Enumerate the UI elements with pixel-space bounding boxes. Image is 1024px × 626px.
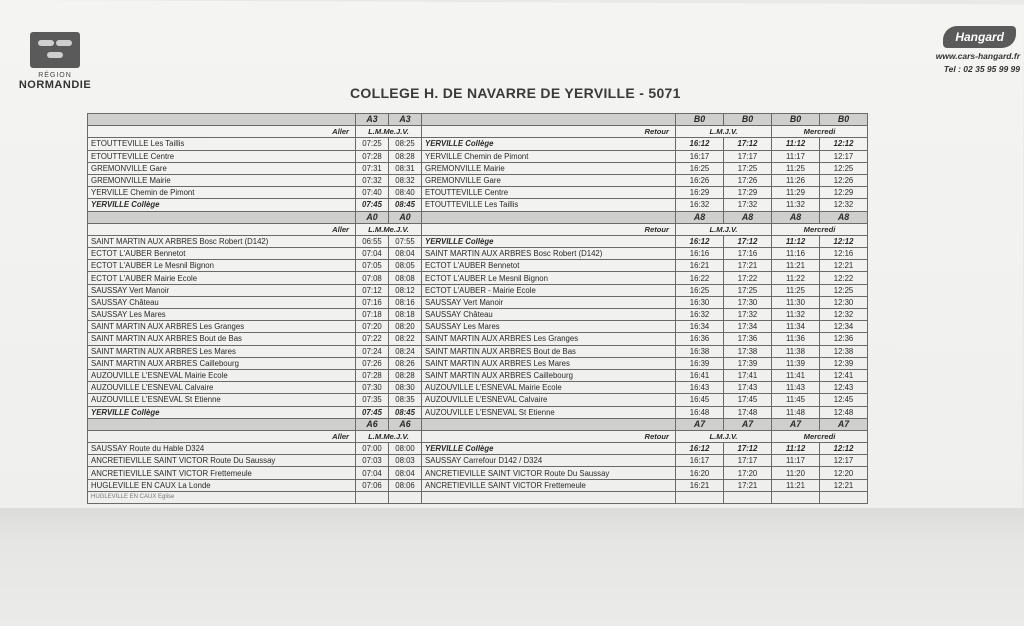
return-time: 17:25 [724,162,772,174]
aller-label: Aller [88,223,356,235]
return-time: 17:30 [724,296,772,308]
outbound-time: 07:40 [356,187,389,199]
outbound-time: 07:03 [356,455,389,467]
ret-days-mercredi-label: Mercredi [772,430,868,442]
return-stop: YERVILLE Chemin de Pimont [422,150,676,162]
return-time: 12:16 [820,248,868,260]
outbound-time: 07:18 [356,309,389,321]
return-time: 11:25 [772,284,820,296]
return-time: 11:43 [772,382,820,394]
background-surface [0,508,1024,626]
outbound-stop: SAUSSAY Route du Hable D324 [88,443,356,455]
ret-days-label: L.M.J.V. [676,223,772,235]
return-time: 12:45 [820,394,868,406]
return-time: 17:16 [724,248,772,260]
return-stop: SAUSSAY Carrefour D142 / D324 [422,455,676,467]
return-time: 17:12 [724,443,772,455]
return-time: 16:38 [676,345,724,357]
return-time: 16:39 [676,357,724,369]
table-row [88,138,868,150]
table-row [88,187,868,199]
out-days-label: L.M.Me.J.V. [356,126,422,138]
section-header-row [88,114,868,126]
blank-cell [676,491,724,503]
return-time: 12:41 [820,369,868,381]
return-stop: GREMONVILLE Mairie [422,162,676,174]
return-time: 12:22 [820,272,868,284]
line-code: A8 [676,211,724,223]
return-time: 17:34 [724,321,772,333]
return-stop: YERVILLE Collège [422,138,676,150]
return-time: 12:21 [820,479,868,491]
out-days-label: L.M.Me.J.V. [356,223,422,235]
outbound-stop: ANCRETIEVILLE SAINT VICTOR Frettemeule [88,467,356,479]
outbound-stop: ECTOT L'AUBER Le Mesnil Bignon [88,260,356,272]
outbound-time: 08:18 [389,309,422,321]
return-time: 12:32 [820,309,868,321]
outbound-stop: YERVILLE Collège [88,406,356,418]
outbound-time: 07:55 [389,235,422,247]
return-time: 16:45 [676,394,724,406]
return-stop: AUZOUVILLE L'ESNEVAL Calvaire [422,394,676,406]
table-row [88,406,868,418]
hangard-logo [920,26,1020,74]
return-stop: SAINT MARTIN AUX ARBRES Bosc Robert (D142) [422,248,676,260]
region-small-label: RÉGION [38,72,72,79]
return-stop: ANCRETIEVILLE SAINT VICTOR Frettemeule [422,479,676,491]
outbound-time: 07:08 [356,272,389,284]
table-row [88,235,868,247]
aller-label: Aller [88,126,356,138]
outbound-time: 08:28 [389,150,422,162]
return-time: 12:48 [820,406,868,418]
return-time: 17:22 [724,272,772,284]
outbound-stop: GREMONVILLE Gare [88,162,356,174]
return-stop: ANCRETIEVILLE SAINT VICTOR Route Du Saussay [422,467,676,479]
return-stop: ETOUTTEVILLE Centre [422,187,676,199]
line-code: A7 [724,418,772,430]
return-time: 11:34 [772,321,820,333]
table-row [88,333,868,345]
line-code: A0 [356,211,389,223]
return-time: 17:41 [724,369,772,381]
aller-label: Aller [88,430,356,442]
line-code: B0 [820,114,868,126]
timetable [87,113,868,504]
blank-cell [356,491,389,503]
return-time: 12:25 [820,162,868,174]
table-row [88,321,868,333]
outbound-time: 08:26 [389,357,422,369]
outbound-time: 08:03 [389,455,422,467]
return-time: 16:12 [676,443,724,455]
header-blank [422,211,676,223]
return-time: 17:17 [724,150,772,162]
return-stop: ECTOT L'AUBER Bennetot [422,260,676,272]
line-code: A7 [820,418,868,430]
line-code: A6 [356,418,389,430]
return-time: 12:29 [820,187,868,199]
table-row [88,272,868,284]
return-time: 16:25 [676,162,724,174]
return-time: 17:20 [724,467,772,479]
brand-name: Hangard [943,26,1016,48]
outbound-stop: SAINT MARTIN AUX ARBRES Caillebourg [88,357,356,369]
blank-cell [422,491,676,503]
table-row [88,467,868,479]
return-stop: YERVILLE Collège [422,443,676,455]
return-time: 17:48 [724,406,772,418]
outbound-stop: SAINT MARTIN AUX ARBRES Bosc Robert (D142) [88,235,356,247]
return-time: 12:12 [820,235,868,247]
outbound-time: 07:16 [356,296,389,308]
return-time: 11:17 [772,150,820,162]
outbound-time: 08:04 [389,248,422,260]
outbound-stop: AUZOUVILLE L'ESNEVAL St Etienne [88,394,356,406]
return-time: 17:32 [724,309,772,321]
return-time: 12:26 [820,174,868,186]
outbound-time: 08:22 [389,333,422,345]
line-code: B0 [676,114,724,126]
section-header-row [88,211,868,223]
return-time: 12:39 [820,357,868,369]
outbound-time: 08:04 [389,467,422,479]
return-time: 17:12 [724,138,772,150]
return-time: 16:32 [676,199,724,211]
website: www.cars-hangard.fr [935,51,1020,61]
return-stop: ETOUTTEVILLE Les Taillis [422,199,676,211]
table-row [88,382,868,394]
return-time: 16:41 [676,369,724,381]
outbound-time: 08:20 [389,321,422,333]
return-time: 11:41 [772,369,820,381]
return-time: 11:45 [772,394,820,406]
blank-cell [724,491,772,503]
table-row [88,296,868,308]
return-time: 17:21 [724,260,772,272]
return-time: 17:29 [724,187,772,199]
return-stop: SAINT MARTIN AUX ARBRES Bout de Bas [422,345,676,357]
outbound-stop: HUGLEVILLE EN CAUX La Londe [88,479,356,491]
return-time: 17:38 [724,345,772,357]
return-time: 12:34 [820,321,868,333]
return-time: 12:17 [820,455,868,467]
return-time: 11:48 [772,406,820,418]
outbound-stop: YERVILLE Collège [88,199,356,211]
line-code: B0 [772,114,820,126]
outbound-time: 08:31 [389,162,422,174]
return-time: 17:45 [724,394,772,406]
outbound-time: 07:35 [356,394,389,406]
table-row [88,443,868,455]
outbound-stop: ETOUTTEVILLE Les Taillis [88,138,356,150]
retour-label: Retour [422,126,676,138]
return-time: 11:38 [772,345,820,357]
return-time: 11:29 [772,187,820,199]
return-stop: SAINT MARTIN AUX ARBRES Les Mares [422,357,676,369]
outbound-stop: AUZOUVILLE L'ESNEVAL Mairie Ecole [88,369,356,381]
return-time: 12:36 [820,333,868,345]
outbound-time: 08:32 [389,174,422,186]
outbound-time: 08:35 [389,394,422,406]
return-time: 11:16 [772,248,820,260]
return-time: 16:16 [676,248,724,260]
line-code: B0 [724,114,772,126]
blank-cell [772,491,820,503]
return-time: 16:22 [676,272,724,284]
outbound-time: 07:24 [356,345,389,357]
table-row [88,455,868,467]
ret-days-label: L.M.J.V. [676,430,772,442]
outbound-time: 08:16 [389,296,422,308]
return-time: 11:12 [772,138,820,150]
return-time: 12:30 [820,296,868,308]
return-time: 16:12 [676,138,724,150]
return-time: 11:12 [772,235,820,247]
return-time: 16:12 [676,235,724,247]
return-time: 17:36 [724,333,772,345]
outbound-time: 08:12 [389,284,422,296]
return-time: 12:12 [820,138,868,150]
line-code: A8 [820,211,868,223]
table-row [88,369,868,381]
outbound-stop: ECTOT L'AUBER Mairie Ecole [88,272,356,284]
line-code: A7 [676,418,724,430]
outbound-stop: ECTOT L'AUBER Bennetot [88,248,356,260]
return-time: 11:36 [772,333,820,345]
outbound-time: 07:32 [356,174,389,186]
return-time: 17:25 [724,284,772,296]
return-time: 16:26 [676,174,724,186]
return-time: 16:25 [676,284,724,296]
outbound-stop: ETOUTTEVILLE Centre [88,150,356,162]
outbound-time: 07:20 [356,321,389,333]
return-time: 11:25 [772,162,820,174]
ret-days-label: L.M.J.V. [676,126,772,138]
outbound-time: 08:06 [389,479,422,491]
outbound-time: 08:40 [389,187,422,199]
return-time: 16:17 [676,150,724,162]
outbound-stop: SAUSSAY Vert Manoir [88,284,356,296]
table-row [88,248,868,260]
return-stop: ECTOT L'AUBER - Mairie Ecole [422,284,676,296]
return-stop: SAINT MARTIN AUX ARBRES Les Granges [422,333,676,345]
outbound-time: 07:30 [356,382,389,394]
table-row [88,284,868,296]
outbound-stop: SAINT MARTIN AUX ARBRES Les Mares [88,345,356,357]
return-stop: SAUSSAY Vert Manoir [422,296,676,308]
line-code: A6 [389,418,422,430]
cut-off-row [88,491,868,503]
return-stop: SAINT MARTIN AUX ARBRES Caillebourg [422,369,676,381]
header-blank [88,114,356,126]
ret-days-mercredi-label: Mercredi [772,126,868,138]
return-time: 16:48 [676,406,724,418]
blank-cell [389,491,422,503]
outbound-stop: YERVILLE Chemin de Pimont [88,187,356,199]
return-time: 16:29 [676,187,724,199]
return-time: 11:22 [772,272,820,284]
return-time: 12:12 [820,443,868,455]
table-row [88,345,868,357]
section-header-row [88,418,868,430]
line-code: A3 [389,114,422,126]
outbound-time: 07:31 [356,162,389,174]
return-time: 16:30 [676,296,724,308]
return-time: 11:32 [772,199,820,211]
outbound-time: 08:00 [389,443,422,455]
return-time: 12:38 [820,345,868,357]
return-stop: AUZOUVILLE L'ESNEVAL Mairie Ecole [422,382,676,394]
ret-days-mercredi-label: Mercredi [772,223,868,235]
table-row [88,162,868,174]
table-row [88,174,868,186]
outbound-time: 07:25 [356,138,389,150]
outbound-time: 07:28 [356,150,389,162]
header-blank [422,418,676,430]
header-blank [88,211,356,223]
line-code: A8 [772,211,820,223]
outbound-time: 07:05 [356,260,389,272]
outbound-time: 07:06 [356,479,389,491]
outbound-stop: SAUSSAY Les Mares [88,309,356,321]
outbound-time: 07:22 [356,333,389,345]
return-time: 17:17 [724,455,772,467]
line-code: A3 [356,114,389,126]
table-row [88,357,868,369]
line-code: A0 [389,211,422,223]
phone: Tel : 02 35 95 99 99 [943,64,1020,74]
return-stop: YERVILLE Collège [422,235,676,247]
return-time: 16:32 [676,309,724,321]
blank-cell [820,491,868,503]
return-time: 12:32 [820,199,868,211]
outbound-stop: SAINT MARTIN AUX ARBRES Les Granges [88,321,356,333]
days-row [88,223,868,235]
return-stop: ECTOT L'AUBER Le Mesnil Bignon [422,272,676,284]
outbound-time: 08:45 [389,199,422,211]
return-time: 11:39 [772,357,820,369]
return-time: 17:26 [724,174,772,186]
table-row [88,199,868,211]
return-time: 12:25 [820,284,868,296]
table-row [88,479,868,491]
outbound-stop: HUGLEVILLE EN CAUX Eglise [88,491,356,503]
return-time: 17:32 [724,199,772,211]
outbound-stop: AUZOUVILLE L'ESNEVAL Calvaire [88,382,356,394]
table-row [88,394,868,406]
return-time: 16:21 [676,479,724,491]
page-title: COLLEGE H. DE NAVARRE DE YERVILLE - 5071 [350,85,681,101]
header-blank [422,114,676,126]
return-time: 12:43 [820,382,868,394]
outbound-stop: SAUSSAY Château [88,296,356,308]
return-stop: GREMONVILLE Gare [422,174,676,186]
retour-label: Retour [422,223,676,235]
return-time: 11:30 [772,296,820,308]
return-time: 12:21 [820,260,868,272]
outbound-time: 06:55 [356,235,389,247]
region-normandie-logo [12,32,98,91]
outbound-time: 08:05 [389,260,422,272]
return-stop: SAUSSAY Les Mares [422,321,676,333]
return-time: 11:32 [772,309,820,321]
outbound-time: 08:30 [389,382,422,394]
return-time: 11:20 [772,467,820,479]
outbound-time: 07:45 [356,406,389,418]
table-row [88,260,868,272]
return-time: 11:21 [772,260,820,272]
outbound-time: 07:04 [356,467,389,479]
normandy-lions-icon [30,32,80,68]
return-time: 17:43 [724,382,772,394]
days-row [88,126,868,138]
outbound-time: 08:45 [389,406,422,418]
days-row [88,430,868,442]
return-time: 16:20 [676,467,724,479]
outbound-time: 07:28 [356,369,389,381]
header-blank [88,418,356,430]
return-time: 16:36 [676,333,724,345]
outbound-time: 07:26 [356,357,389,369]
return-time: 17:39 [724,357,772,369]
return-time: 12:17 [820,150,868,162]
return-time: 17:12 [724,235,772,247]
outbound-time: 07:45 [356,199,389,211]
return-time: 12:20 [820,467,868,479]
table-row [88,309,868,321]
outbound-stop: ANCRETIEVILLE SAINT VICTOR Route Du Saussay [88,455,356,467]
table-row [88,150,868,162]
out-days-label: L.M.Me.J.V. [356,430,422,442]
return-stop: SAUSSAY Château [422,309,676,321]
return-time: 16:43 [676,382,724,394]
return-time: 11:21 [772,479,820,491]
outbound-time: 07:12 [356,284,389,296]
outbound-time: 07:00 [356,443,389,455]
outbound-time: 08:08 [389,272,422,284]
retour-label: Retour [422,430,676,442]
outbound-stop: SAINT MARTIN AUX ARBRES Bout de Bas [88,333,356,345]
outbound-time: 08:28 [389,369,422,381]
outbound-time: 08:24 [389,345,422,357]
return-time: 11:26 [772,174,820,186]
return-time: 17:21 [724,479,772,491]
line-code: A8 [724,211,772,223]
outbound-stop: GREMONVILLE Mairie [88,174,356,186]
return-time: 11:12 [772,443,820,455]
outbound-time: 07:04 [356,248,389,260]
line-code: A7 [772,418,820,430]
return-time: 16:21 [676,260,724,272]
return-time: 11:17 [772,455,820,467]
return-time: 16:34 [676,321,724,333]
return-time: 16:17 [676,455,724,467]
outbound-time: 08:25 [389,138,422,150]
region-name: NORMANDIE [18,79,92,91]
return-stop: AUZOUVILLE L'ESNEVAL St Etienne [422,406,676,418]
